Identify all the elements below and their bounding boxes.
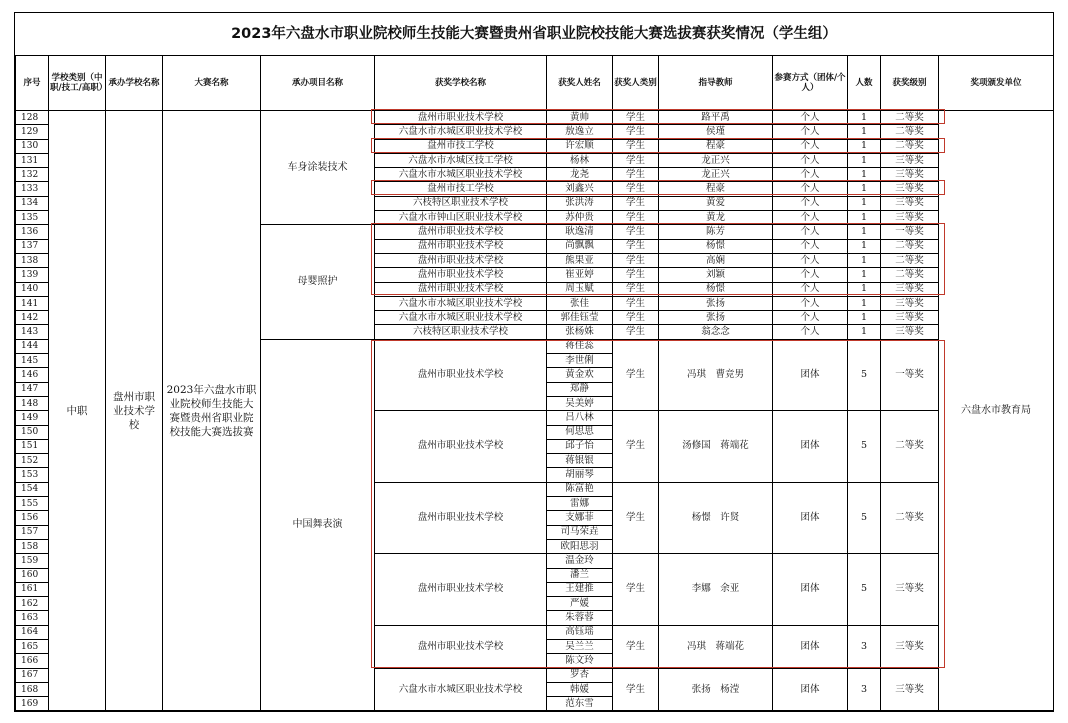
level-cell: 一等奖 bbox=[881, 339, 939, 410]
teacher-cell: 杨憬 许贤 bbox=[659, 482, 773, 553]
teacher-cell: 冯琪 曹竞男 bbox=[659, 339, 773, 410]
award-school-cell: 盘州市职业技术学校 bbox=[375, 339, 547, 410]
count-cell: 1 bbox=[848, 311, 881, 325]
row-number: 151 bbox=[16, 439, 49, 453]
winner-name-cell: 李世俐 bbox=[547, 354, 613, 368]
header-winner-type: 获奖人类别 bbox=[613, 56, 659, 111]
row-number: 160 bbox=[16, 568, 49, 582]
teacher-cell: 李娜 余亚 bbox=[659, 554, 773, 625]
header-issuer: 奖项颁发单位 bbox=[939, 56, 1054, 111]
issuer-cell: 六盘水市教育局 bbox=[939, 111, 1054, 711]
row-number: 158 bbox=[16, 539, 49, 553]
row-number: 168 bbox=[16, 682, 49, 696]
count-cell: 5 bbox=[848, 554, 881, 625]
winner-type-cell: 学生 bbox=[613, 168, 659, 182]
project-name-cell: 车身涂装技术 bbox=[261, 111, 375, 225]
count-cell: 1 bbox=[848, 182, 881, 196]
count-cell: 1 bbox=[848, 196, 881, 210]
count-cell: 5 bbox=[848, 482, 881, 553]
teacher-cell: 黄爱 bbox=[659, 196, 773, 210]
award-school-cell: 盘州市职业技术学校 bbox=[375, 239, 547, 253]
winner-name-cell: 雷娜 bbox=[547, 497, 613, 511]
level-cell: 二等奖 bbox=[881, 268, 939, 282]
teacher-cell: 张扬 杨滢 bbox=[659, 668, 773, 711]
row-number: 167 bbox=[16, 668, 49, 682]
award-school-cell: 盘州市职业技术学校 bbox=[375, 282, 547, 296]
level-cell: 三等奖 bbox=[881, 211, 939, 225]
award-table-wrap bbox=[15, 55, 1053, 711]
teacher-cell: 张扬 bbox=[659, 311, 773, 325]
count-cell: 1 bbox=[848, 325, 881, 339]
count-cell: 1 bbox=[848, 168, 881, 182]
winner-type-cell: 学生 bbox=[613, 325, 659, 339]
teacher-cell: 张扬 bbox=[659, 296, 773, 310]
row-number: 143 bbox=[16, 325, 49, 339]
count-cell: 3 bbox=[848, 625, 881, 668]
mode-cell: 个人 bbox=[773, 239, 848, 253]
row-number: 136 bbox=[16, 225, 49, 239]
teacher-cell: 侯瑾 bbox=[659, 125, 773, 139]
mode-cell: 个人 bbox=[773, 325, 848, 339]
winner-type-cell: 学生 bbox=[613, 225, 659, 239]
header-level: 获奖级别 bbox=[881, 56, 939, 111]
count-cell: 1 bbox=[848, 225, 881, 239]
level-cell: 二等奖 bbox=[881, 125, 939, 139]
count-cell: 3 bbox=[848, 668, 881, 711]
level-cell: 三等奖 bbox=[881, 196, 939, 210]
winner-type-cell: 学生 bbox=[613, 239, 659, 253]
header-host-school: 承办学校名称 bbox=[106, 56, 163, 111]
winner-name-cell: 蒋佳蕊 bbox=[547, 339, 613, 353]
mode-cell: 个人 bbox=[773, 253, 848, 267]
level-cell: 三等奖 bbox=[881, 282, 939, 296]
teacher-cell: 刘颖 bbox=[659, 268, 773, 282]
award-school-cell: 盘州市技工学校 bbox=[375, 139, 547, 153]
row-number: 139 bbox=[16, 268, 49, 282]
winner-name-cell: 吴美婷 bbox=[547, 396, 613, 410]
row-number: 129 bbox=[16, 125, 49, 139]
row-number: 131 bbox=[16, 153, 49, 167]
count-cell: 1 bbox=[848, 153, 881, 167]
count-cell: 1 bbox=[848, 111, 881, 125]
row-number: 145 bbox=[16, 354, 49, 368]
winner-name-cell: 罗杏 bbox=[547, 668, 613, 682]
row-number: 155 bbox=[16, 497, 49, 511]
level-cell: 一等奖 bbox=[881, 225, 939, 239]
mode-cell: 个人 bbox=[773, 211, 848, 225]
winner-name-cell: 崔亚婷 bbox=[547, 268, 613, 282]
mode-cell: 个人 bbox=[773, 182, 848, 196]
winner-type-cell: 学生 bbox=[613, 196, 659, 210]
winner-type-cell: 学生 bbox=[613, 125, 659, 139]
mode-cell: 团体 bbox=[773, 668, 848, 711]
winner-name-cell: 耿逸清 bbox=[547, 225, 613, 239]
level-cell: 二等奖 bbox=[881, 411, 939, 482]
winner-type-cell: 学生 bbox=[613, 182, 659, 196]
award-school-cell: 盘州市职业技术学校 bbox=[375, 253, 547, 267]
mode-cell: 个人 bbox=[773, 311, 848, 325]
header-no: 序号 bbox=[16, 56, 49, 111]
winner-name-cell: 吴兰兰 bbox=[547, 639, 613, 653]
row-number: 153 bbox=[16, 468, 49, 482]
award-school-cell: 盘州市职业技术学校 bbox=[375, 625, 547, 668]
row-number: 148 bbox=[16, 396, 49, 410]
winner-name-cell: 龙尧 bbox=[547, 168, 613, 182]
mode-cell: 团体 bbox=[773, 554, 848, 625]
row-number: 142 bbox=[16, 311, 49, 325]
header-project: 承办项目名称 bbox=[261, 56, 375, 111]
award-table-body bbox=[16, 111, 1054, 711]
award-school-cell: 盘州市职业技术学校 bbox=[375, 482, 547, 553]
winner-name-cell: 司马荣垚 bbox=[547, 525, 613, 539]
winner-name-cell: 张洪涛 bbox=[547, 196, 613, 210]
row-number: 141 bbox=[16, 296, 49, 310]
school-type-cell: 中职 bbox=[49, 111, 106, 711]
level-cell: 三等奖 bbox=[881, 325, 939, 339]
winner-name-cell: 欧阳思羽 bbox=[547, 539, 613, 553]
count-cell: 1 bbox=[848, 211, 881, 225]
row-number: 134 bbox=[16, 196, 49, 210]
level-cell: 二等奖 bbox=[881, 139, 939, 153]
mode-cell: 团体 bbox=[773, 411, 848, 482]
header-contest: 大赛名称 bbox=[163, 56, 261, 111]
row-number: 146 bbox=[16, 368, 49, 382]
row-number: 164 bbox=[16, 625, 49, 639]
winner-type-cell: 学生 bbox=[613, 296, 659, 310]
row-number: 152 bbox=[16, 454, 49, 468]
winner-type-cell: 学生 bbox=[613, 411, 659, 482]
winner-type-cell: 学生 bbox=[613, 253, 659, 267]
winner-name-cell: 许宏顺 bbox=[547, 139, 613, 153]
mode-cell: 个人 bbox=[773, 225, 848, 239]
winner-name-cell: 郭佳钰莹 bbox=[547, 311, 613, 325]
header-winner: 获奖人姓名 bbox=[547, 56, 613, 111]
row-number: 166 bbox=[16, 654, 49, 668]
award-sheet bbox=[14, 12, 1054, 712]
winner-type-cell: 学生 bbox=[613, 211, 659, 225]
teacher-cell: 杨憬 bbox=[659, 239, 773, 253]
header-award-school: 获奖学校名称 bbox=[375, 56, 547, 111]
winner-name-cell: 周玉赋 bbox=[547, 282, 613, 296]
award-school-cell: 六盘水市水城区职业技术学校 bbox=[375, 125, 547, 139]
winner-name-cell: 陈文玲 bbox=[547, 654, 613, 668]
winner-type-cell: 学生 bbox=[613, 153, 659, 167]
level-cell: 三等奖 bbox=[881, 153, 939, 167]
teacher-cell: 冯琪 蒋端花 bbox=[659, 625, 773, 668]
teacher-cell: 黄龙 bbox=[659, 211, 773, 225]
level-cell: 三等奖 bbox=[881, 554, 939, 625]
winner-name-cell: 邱子怡 bbox=[547, 439, 613, 453]
award-school-cell: 盘州市职业技术学校 bbox=[375, 225, 547, 239]
winner-type-cell: 学生 bbox=[613, 282, 659, 296]
teacher-cell: 龙正兴 bbox=[659, 153, 773, 167]
level-cell: 三等奖 bbox=[881, 625, 939, 668]
mode-cell: 团体 bbox=[773, 482, 848, 553]
row-number: 137 bbox=[16, 239, 49, 253]
count-cell: 1 bbox=[848, 268, 881, 282]
mode-cell: 个人 bbox=[773, 268, 848, 282]
level-cell: 三等奖 bbox=[881, 311, 939, 325]
teacher-cell: 高娴 bbox=[659, 253, 773, 267]
row-number: 163 bbox=[16, 611, 49, 625]
winner-name-cell: 熊果亚 bbox=[547, 253, 613, 267]
award-school-cell: 盘州市职业技术学校 bbox=[375, 554, 547, 625]
level-cell: 二等奖 bbox=[881, 111, 939, 125]
winner-type-cell: 学生 bbox=[613, 668, 659, 711]
award-school-cell: 六盘水市水城区职业技术学校 bbox=[375, 668, 547, 711]
teacher-cell: 龙正兴 bbox=[659, 168, 773, 182]
row-number: 149 bbox=[16, 411, 49, 425]
count-cell: 1 bbox=[848, 296, 881, 310]
winner-type-cell: 学生 bbox=[613, 139, 659, 153]
winner-name-cell: 严媛 bbox=[547, 597, 613, 611]
row-number: 138 bbox=[16, 253, 49, 267]
count-cell: 1 bbox=[848, 253, 881, 267]
winner-type-cell: 学生 bbox=[613, 554, 659, 625]
mode-cell: 个人 bbox=[773, 296, 848, 310]
winner-name-cell: 苏仲贵 bbox=[547, 211, 613, 225]
award-table bbox=[15, 55, 1054, 711]
row-number: 128 bbox=[16, 111, 49, 125]
award-school-cell: 六枝特区职业技术学校 bbox=[375, 196, 547, 210]
teacher-cell: 陈芳 bbox=[659, 225, 773, 239]
row-number: 169 bbox=[16, 697, 49, 711]
row-number: 165 bbox=[16, 639, 49, 653]
contest-name-cell: 2023年六盘水市职业院校师生技能大赛暨贵州省职业院校技能大赛选拔赛 bbox=[163, 111, 261, 711]
winner-name-cell: 敖逸立 bbox=[547, 125, 613, 139]
teacher-cell: 翁念念 bbox=[659, 325, 773, 339]
row-number: 132 bbox=[16, 168, 49, 182]
award-school-cell: 六盘水市水城区技工学校 bbox=[375, 153, 547, 167]
award-school-cell: 六盘水市钟山区职业技术学校 bbox=[375, 211, 547, 225]
table-row bbox=[16, 111, 1054, 125]
row-number: 135 bbox=[16, 211, 49, 225]
winner-name-cell: 刘鑫兴 bbox=[547, 182, 613, 196]
header-teacher: 指导教师 bbox=[659, 56, 773, 111]
header-school-type: 学校类别（中职/技工/高职） bbox=[49, 56, 106, 111]
winner-name-cell: 陈富艳 bbox=[547, 482, 613, 496]
winner-type-cell: 学生 bbox=[613, 268, 659, 282]
mode-cell: 个人 bbox=[773, 111, 848, 125]
winner-type-cell: 学生 bbox=[613, 111, 659, 125]
level-cell: 三等奖 bbox=[881, 668, 939, 711]
winner-name-cell: 范东雪 bbox=[547, 697, 613, 711]
winner-name-cell: 韩媛 bbox=[547, 682, 613, 696]
award-school-cell: 六盘水市水城区职业技术学校 bbox=[375, 311, 547, 325]
teacher-cell: 程豪 bbox=[659, 182, 773, 196]
row-number: 147 bbox=[16, 382, 49, 396]
row-number: 157 bbox=[16, 525, 49, 539]
mode-cell: 个人 bbox=[773, 125, 848, 139]
level-cell: 三等奖 bbox=[881, 296, 939, 310]
winner-name-cell: 黄金欢 bbox=[547, 368, 613, 382]
mode-cell: 个人 bbox=[773, 153, 848, 167]
award-school-cell: 盘州市职业技术学校 bbox=[375, 268, 547, 282]
winner-name-cell: 郑静 bbox=[547, 382, 613, 396]
award-school-cell: 六盘水市水城区职业技术学校 bbox=[375, 296, 547, 310]
winner-name-cell: 温金玲 bbox=[547, 554, 613, 568]
teacher-cell: 杨憬 bbox=[659, 282, 773, 296]
sheet-title: 2023年六盘水市职业院校师生技能大赛暨贵州省职业院校技能大赛选拔赛获奖情况（学生组） bbox=[15, 13, 1053, 56]
winner-name-cell: 张佳 bbox=[547, 296, 613, 310]
level-cell: 二等奖 bbox=[881, 239, 939, 253]
winner-name-cell: 王建推 bbox=[547, 582, 613, 596]
project-name-cell: 母婴照护 bbox=[261, 225, 375, 339]
winner-type-cell: 学生 bbox=[613, 482, 659, 553]
level-cell: 二等奖 bbox=[881, 482, 939, 553]
winner-type-cell: 学生 bbox=[613, 625, 659, 668]
winner-name-cell: 潘兰 bbox=[547, 568, 613, 582]
winner-name-cell: 何思思 bbox=[547, 425, 613, 439]
count-cell: 1 bbox=[848, 139, 881, 153]
award-school-cell: 盘州市技工学校 bbox=[375, 182, 547, 196]
level-cell: 二等奖 bbox=[881, 253, 939, 267]
level-cell: 三等奖 bbox=[881, 182, 939, 196]
row-number: 144 bbox=[16, 339, 49, 353]
mode-cell: 个人 bbox=[773, 139, 848, 153]
count-cell: 1 bbox=[848, 282, 881, 296]
winner-name-cell: 朱蓉蓉 bbox=[547, 611, 613, 625]
row-number: 162 bbox=[16, 597, 49, 611]
row-number: 133 bbox=[16, 182, 49, 196]
mode-cell: 个人 bbox=[773, 168, 848, 182]
mode-cell: 个人 bbox=[773, 282, 848, 296]
winner-name-cell: 高钰瑶 bbox=[547, 625, 613, 639]
winner-name-cell: 张杨姝 bbox=[547, 325, 613, 339]
mode-cell: 团体 bbox=[773, 625, 848, 668]
count-cell: 5 bbox=[848, 411, 881, 482]
row-number: 156 bbox=[16, 511, 49, 525]
host-school-cell: 盘州市职业技术学校 bbox=[106, 111, 163, 711]
header-mode: 参赛方式（团体/个人） bbox=[773, 56, 848, 111]
project-name-cell: 中国舞表演 bbox=[261, 339, 375, 711]
row-number: 159 bbox=[16, 554, 49, 568]
level-cell: 三等奖 bbox=[881, 168, 939, 182]
winner-type-cell: 学生 bbox=[613, 339, 659, 410]
winner-name-cell: 尚飘飘 bbox=[547, 239, 613, 253]
award-school-cell: 六盘水市水城区职业技术学校 bbox=[375, 168, 547, 182]
award-school-cell: 盘州市职业技术学校 bbox=[375, 411, 547, 482]
header-count: 人数 bbox=[848, 56, 881, 111]
winner-type-cell: 学生 bbox=[613, 311, 659, 325]
count-cell: 1 bbox=[848, 125, 881, 139]
winner-name-cell: 黄帅 bbox=[547, 111, 613, 125]
mode-cell: 团体 bbox=[773, 339, 848, 410]
row-number: 161 bbox=[16, 582, 49, 596]
winner-name-cell: 蒋银银 bbox=[547, 454, 613, 468]
winner-name-cell: 支娜菲 bbox=[547, 511, 613, 525]
winner-name-cell: 杨林 bbox=[547, 153, 613, 167]
teacher-cell: 汤修国 蒋端花 bbox=[659, 411, 773, 482]
row-number: 150 bbox=[16, 425, 49, 439]
winner-name-cell: 吕八林 bbox=[547, 411, 613, 425]
header-row bbox=[16, 56, 1054, 111]
teacher-cell: 路平禹 bbox=[659, 111, 773, 125]
teacher-cell: 程豪 bbox=[659, 139, 773, 153]
count-cell: 5 bbox=[848, 339, 881, 410]
mode-cell: 个人 bbox=[773, 196, 848, 210]
award-school-cell: 六枝特区职业技术学校 bbox=[375, 325, 547, 339]
row-number: 140 bbox=[16, 282, 49, 296]
row-number: 130 bbox=[16, 139, 49, 153]
award-school-cell: 盘州市职业技术学校 bbox=[375, 111, 547, 125]
winner-name-cell: 胡丽琴 bbox=[547, 468, 613, 482]
count-cell: 1 bbox=[848, 239, 881, 253]
row-number: 154 bbox=[16, 482, 49, 496]
